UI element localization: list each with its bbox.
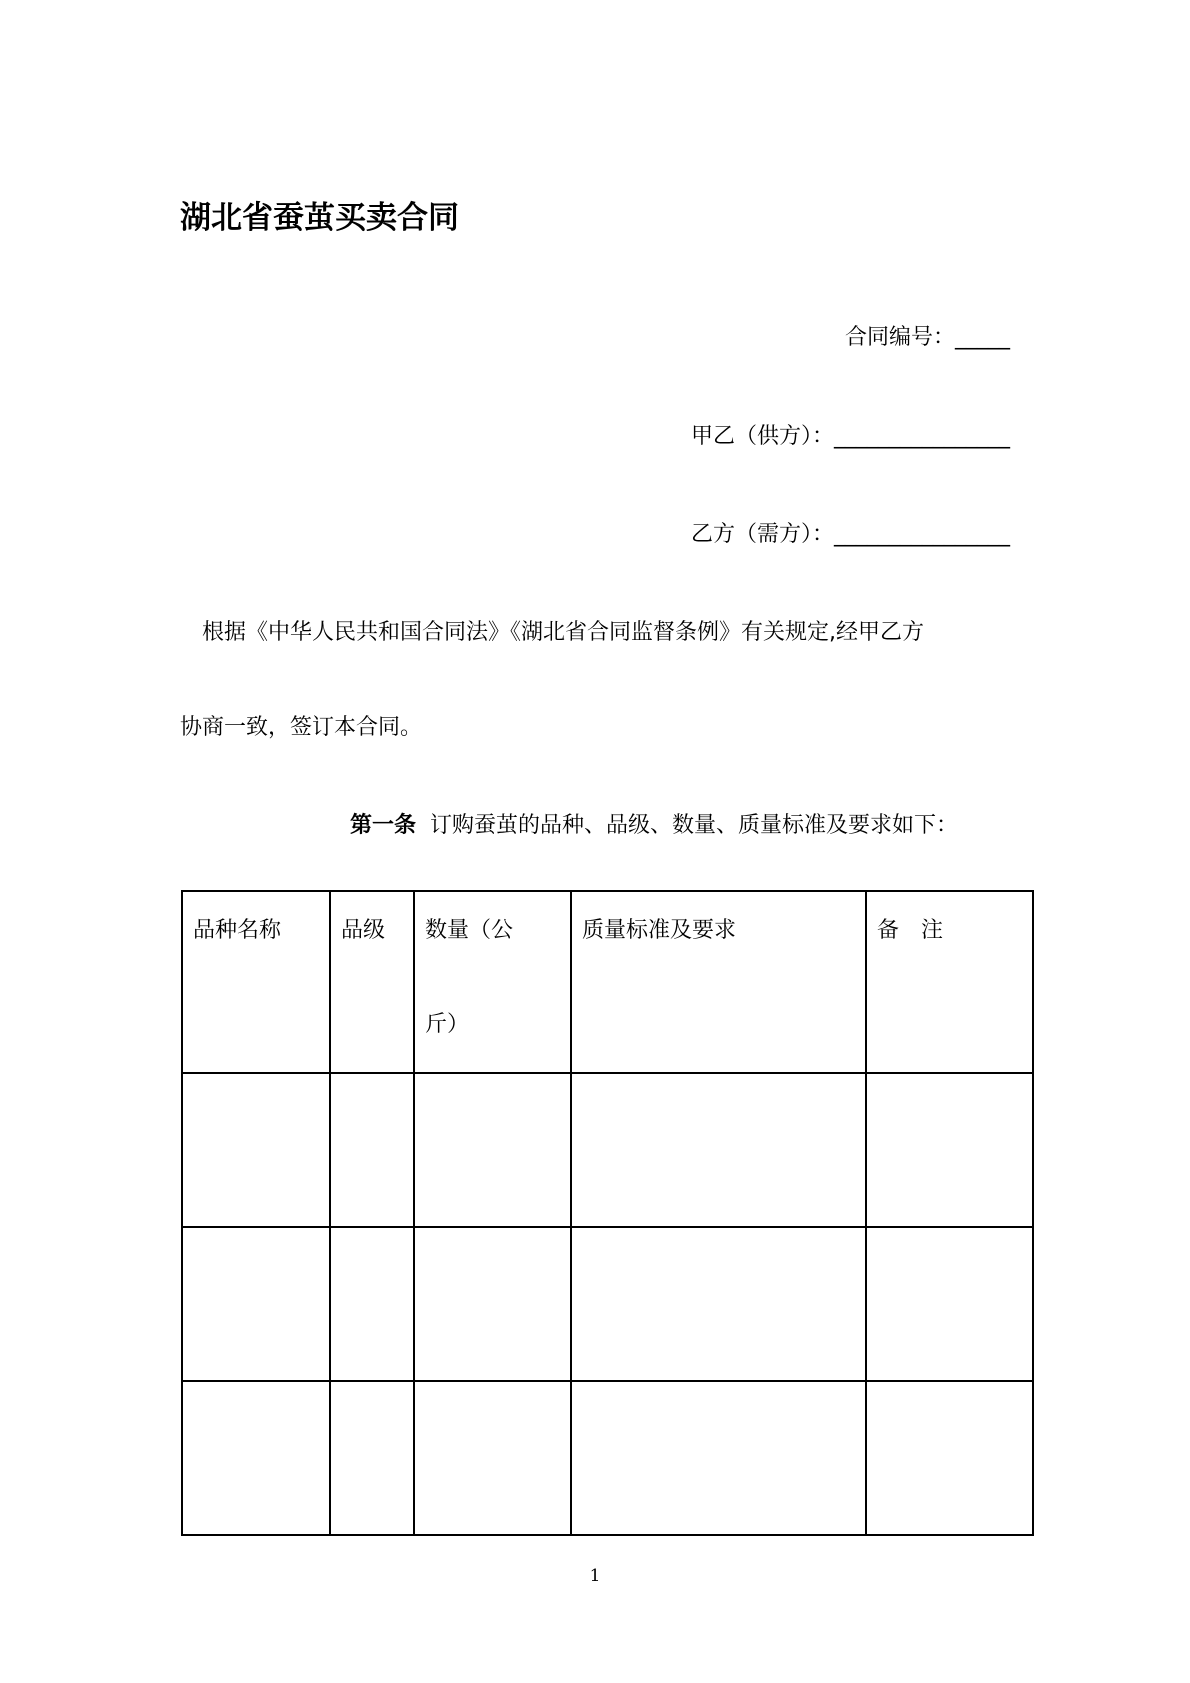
page-number: 1 bbox=[589, 1566, 601, 1586]
table-cell bbox=[414, 1381, 571, 1535]
table-cell bbox=[182, 1073, 330, 1227]
table-cell bbox=[330, 1227, 414, 1381]
table-header-row bbox=[182, 891, 1033, 1073]
header-remarks: 备 注 bbox=[866, 891, 1033, 1073]
table-cell bbox=[866, 1227, 1033, 1381]
document-title: 湖北省蚕茧买卖合同 bbox=[180, 200, 459, 236]
header-quality-standard: 质量标准及要求 bbox=[571, 891, 866, 1073]
header-grade: 品级 bbox=[330, 891, 414, 1073]
article-1-label: 第一条 bbox=[350, 813, 417, 838]
header-quantity: 数量（公斤） bbox=[414, 891, 571, 1073]
table-cell bbox=[330, 1073, 414, 1227]
preamble-line-1: 根据《中华人民共和国合同法》《湖北省合同监督条例》有关规定,经甲乙方 bbox=[202, 620, 924, 645]
article-1-text: 订购蚕茧的品种、品级、数量、质量标准及要求如下： bbox=[430, 813, 959, 838]
table-row bbox=[182, 1073, 1033, 1227]
table-row bbox=[182, 1227, 1033, 1381]
table-row bbox=[182, 1381, 1033, 1535]
table-cell bbox=[414, 1227, 571, 1381]
table-cell bbox=[571, 1073, 866, 1227]
table-cell bbox=[866, 1073, 1033, 1227]
cocoon-spec-table bbox=[181, 890, 1034, 1536]
contract-number-line: 合同编号：_____ bbox=[844, 325, 1010, 350]
table-cell bbox=[414, 1073, 571, 1227]
party-a-line: 甲乙（供方）：________________ bbox=[690, 424, 1010, 449]
table-cell bbox=[866, 1381, 1033, 1535]
header-variety-name: 品种名称 bbox=[182, 891, 330, 1073]
table-cell bbox=[571, 1227, 866, 1381]
article-1 bbox=[350, 808, 958, 839]
table-cell bbox=[182, 1381, 330, 1535]
table-cell bbox=[571, 1381, 866, 1535]
preamble-line-2: 协商一致，签订本合同。 bbox=[180, 715, 423, 740]
party-b-line: 乙方（需方）：________________ bbox=[690, 522, 1010, 547]
table-cell bbox=[330, 1381, 414, 1535]
table-cell bbox=[182, 1227, 330, 1381]
